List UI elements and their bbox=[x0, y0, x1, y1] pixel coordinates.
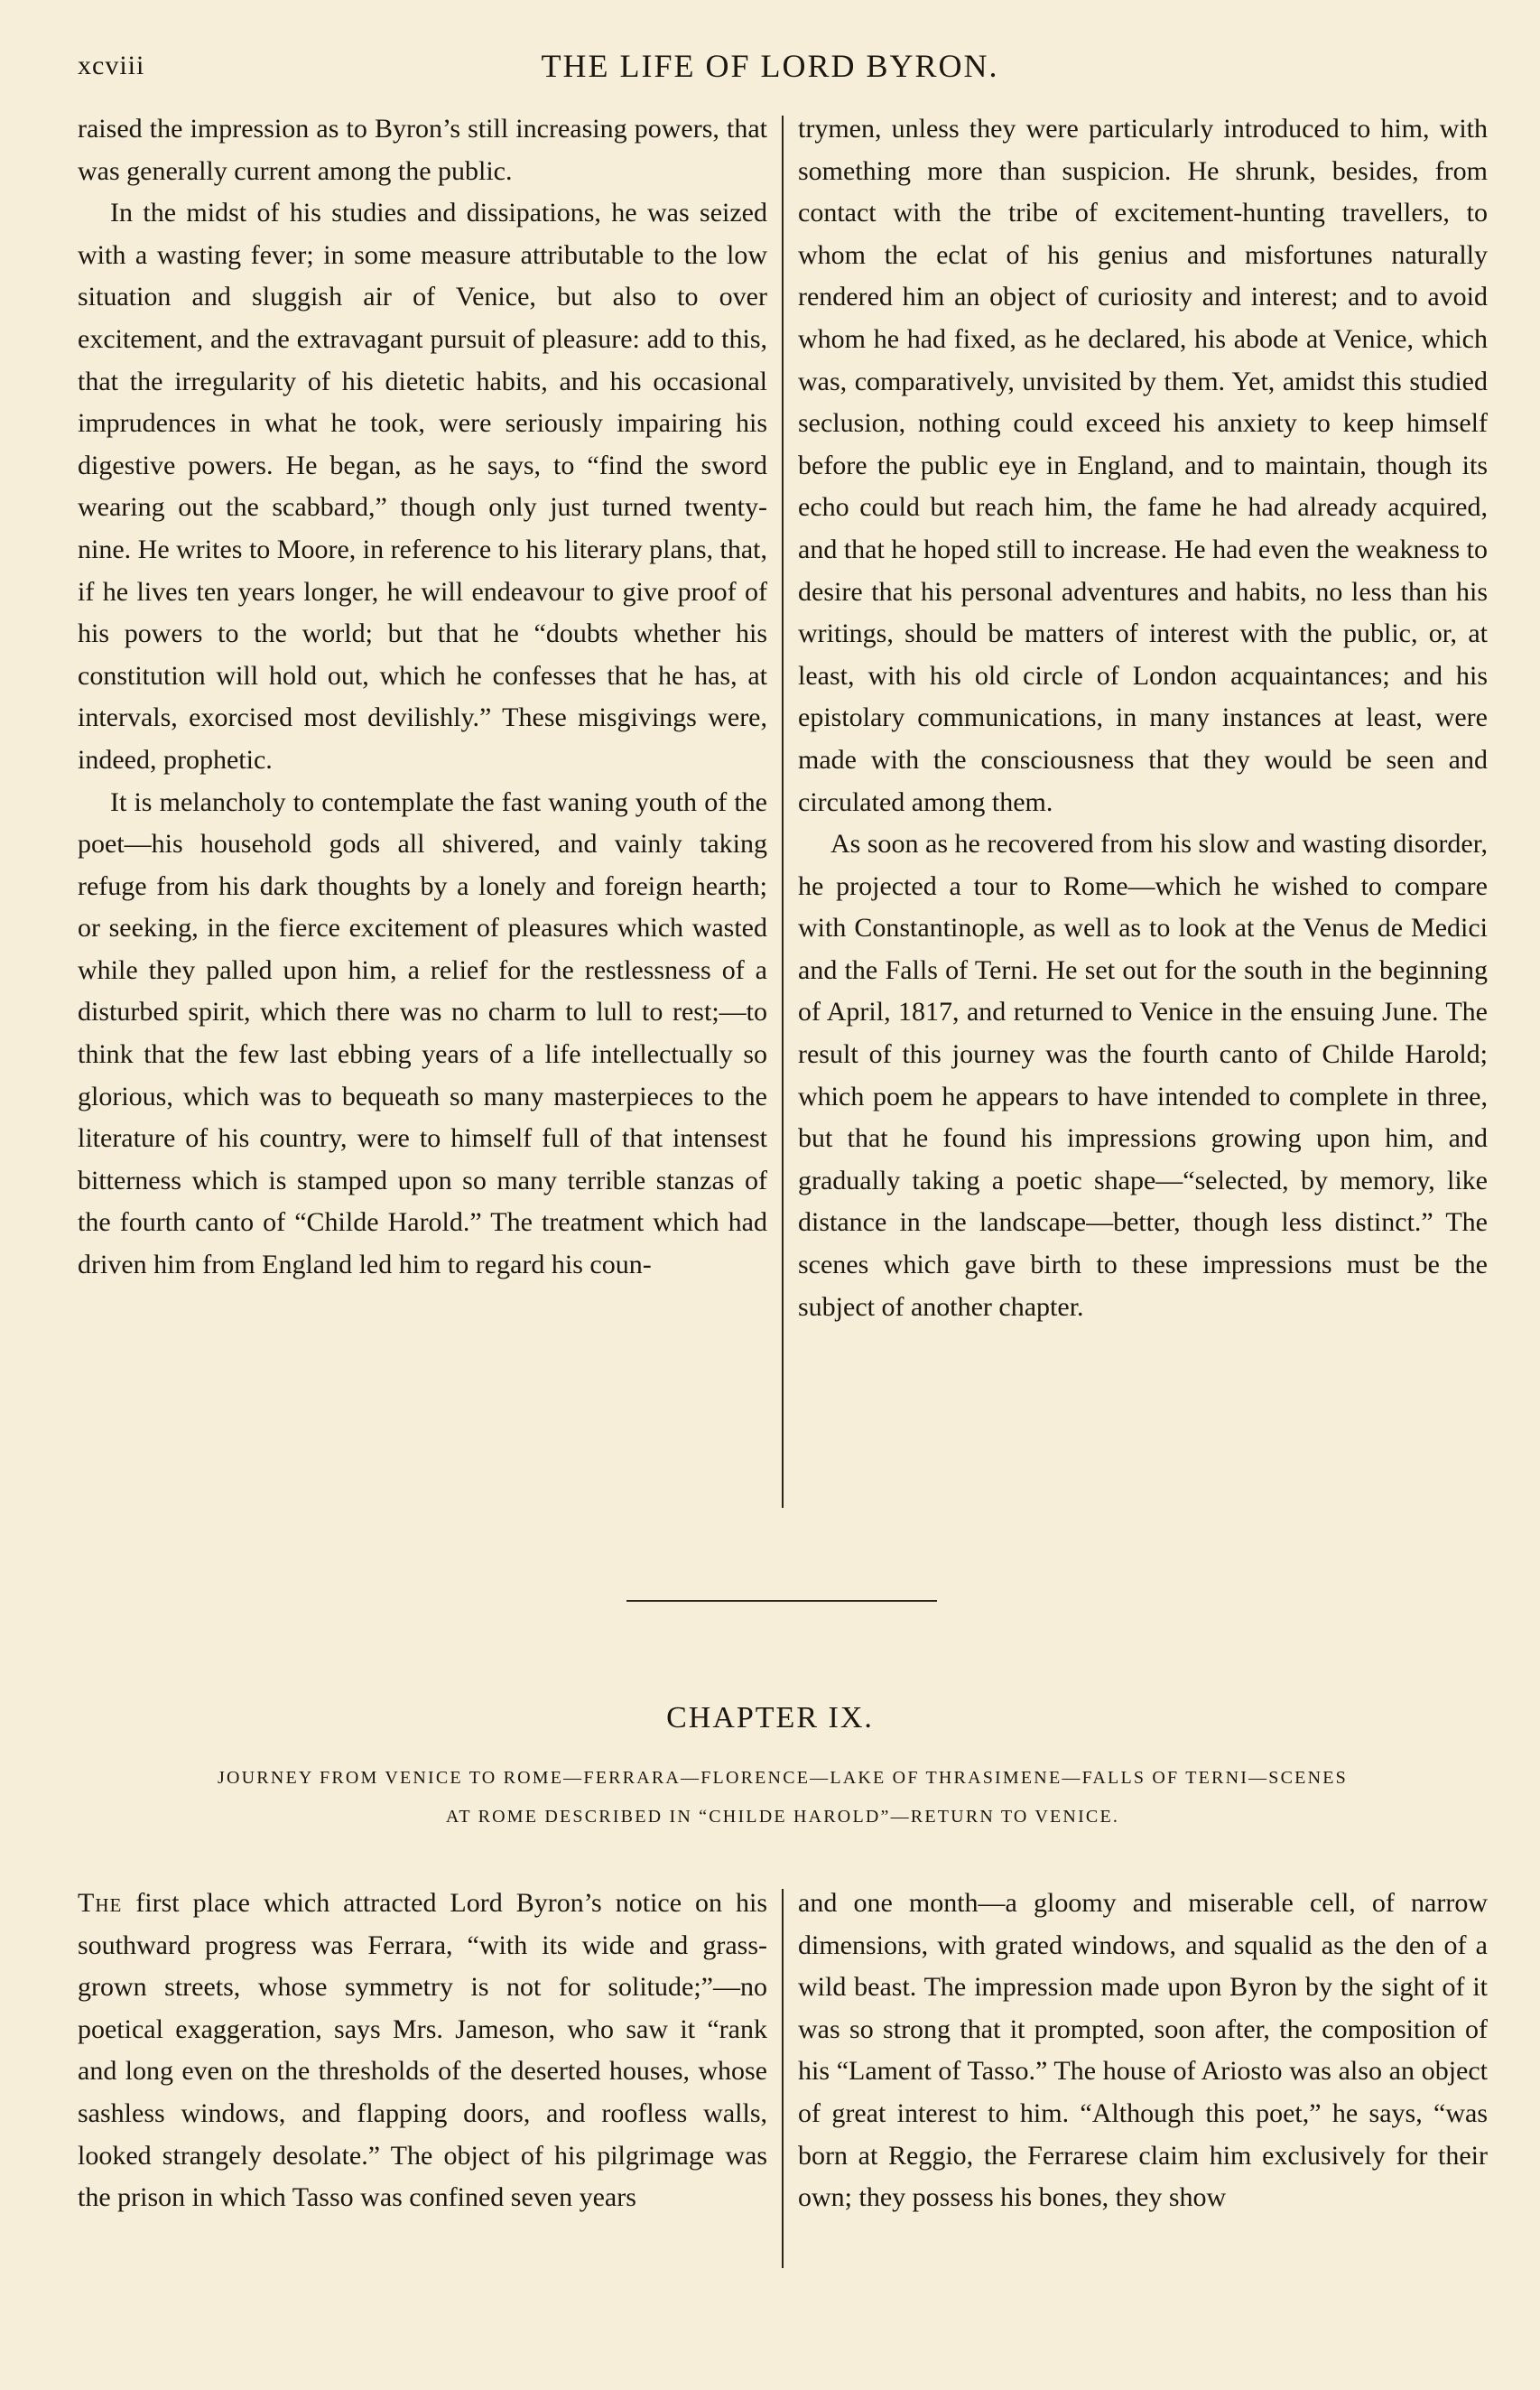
column-divider bbox=[782, 116, 784, 1508]
paragraph: It is melancholy to contemplate the fast waning youth of the poet—his household gods all shivered, and vainly taking refuge from his dark thoughts by a lonely and foreign hearth; or seeking, in the fierce excitement of pleasures which wasted while they palled upon him, a relief for the restlessness of a disturbed spirit, which there was no charm to lull to rest;—to think that the few last ebbing years of a life intellectually so glorious, which was to bequeath so many masterpieces to the literature of his country, were to himself full of that intensest bitterness which is stamped upon so many terrible stanzas of the fourth canto of “Childe Harold.” The treatment which had driven him from England led him to regard his coun- bbox=[78, 786, 767, 1280]
upper-left-column bbox=[78, 108, 767, 1287]
lower-left-column bbox=[78, 1883, 767, 2219]
chapter-summary-line: JOURNEY FROM VENICE TO ROME—FERRARA—FLORENCE—LAKE OF THRASIMENE—FALLS OF TERNI—SCENES bbox=[218, 1768, 1348, 1788]
chapter-summary-line: AT ROME DESCRIBED IN “CHILDE HAROLD”—RETURN TO VENICE. bbox=[445, 1807, 1120, 1827]
paragraph: and one month—a gloomy and miserable cell, of narrow dimensions, with grated windows, and squalid as the den of a wild beast. The impression made upon Byron by the sight of it was so strong that it prompted, soon after, the composition of his “Lament of Tasso.” The house of Ariosto was also an object of great interest to him. “Although this poet,” he says, “was born at Reggio, the Ferrarese claim him exclusively for their own; they possess his bones, they show bbox=[798, 1888, 1488, 2213]
page-number: xcviii bbox=[78, 51, 145, 80]
lead-word: The bbox=[78, 1888, 123, 1918]
chapter-summary bbox=[78, 1759, 1488, 1837]
paragraph-text: first place which attracted Lord Byron’s notice on his southward progress was Ferrara, “with its wide and grass-grown streets, whose symmetry is not for solitude;”—no poetical exaggeration, says Mrs. Jameson, who saw it “rank and long even on the thresholds of the deserted houses, whose sashless windows, and flapping doors, and roofless walls, looked strangely desolate.” The object of his pilgrimage was the prison in which Tasso was confined seven years bbox=[78, 1888, 767, 2213]
lower-right-column bbox=[798, 1883, 1488, 2219]
upper-right-column bbox=[798, 108, 1488, 1328]
chapter-heading: CHAPTER IX. bbox=[666, 1701, 874, 1734]
paragraph: As soon as he recovered from his slow and wasting disorder, he projected a tour to Rome—which he wished to compare with Constantinople, as well as to look at the Venus de Medici and the Falls of Terni. He set out for the south in the beginning of April, 1817, and returned to Venice in the ensuing June. The result of this journey was the fourth canto of Childe Harold; which poem he appears to have intended to complete in three, but that he found his impressions growing upon him, and gradually taking a poetic shape—“selected, by memory, like distance in the landscape—better, though less distinct.” The scenes which gave birth to these impressions must be the subject of another chapter. bbox=[798, 829, 1488, 1322]
paragraph bbox=[78, 1883, 767, 2219]
column-divider bbox=[782, 1889, 784, 2268]
paragraph: trymen, unless they were particularly introduced to him, with something more than suspicion. He shrunk, besides, from contact with the tribe of excitement-hunting travellers, to whom the eclat of his genius and misfortunes naturally rendered him an object of curiosity and interest; and to avoid whom he had fixed, as he declared, his abode at Venice, which was, comparatively, unvisited by them. Yet, amidst this studied seclusion, nothing could exceed his anxiety to keep himself before the public eye in England, and to maintain, though its echo could but reach him, the fame he had already acquired, and that he hoped still to increase. He had even the weakness to desire that his personal adventures and habits, no less than his writings, should be matters of interest with the public, or, at least, with his old circle of London acquaintances; and his epistolary communications, in many instances at least, were made with the consciousness that they would be seen and circulated among them. bbox=[798, 114, 1488, 817]
paragraph: raised the impression as to Byron’s still increasing powers, that was generally current among the public. bbox=[78, 114, 767, 186]
running-head: THE LIFE OF LORD BYRON. bbox=[541, 48, 999, 84]
section-separator-rule bbox=[626, 1600, 937, 1602]
paragraph: In the midst of his studies and dissipations, he was seized with a wasting fever; in some measure attributable to the low situation and sluggish air of Venice, but also to over excitement, and the extravagant pursuit of pleasure: add to this, that the irregularity of his dietetic habits, and his occasional imprudences in what he took, were seriously impairing his digestive powers. He began, as he says, to “find the sword wearing out the scabbard,” though only just turned twenty-nine. He writes to Moore, in reference to his literary plans, that, if he lives ten years longer, he will endeavour to give proof of his powers to the world; but that he “doubts whether his constitution will hold out, which he confesses that he has, at intervals, exorcised most devilishly.” These misgivings were, indeed, prophetic. bbox=[78, 198, 767, 775]
